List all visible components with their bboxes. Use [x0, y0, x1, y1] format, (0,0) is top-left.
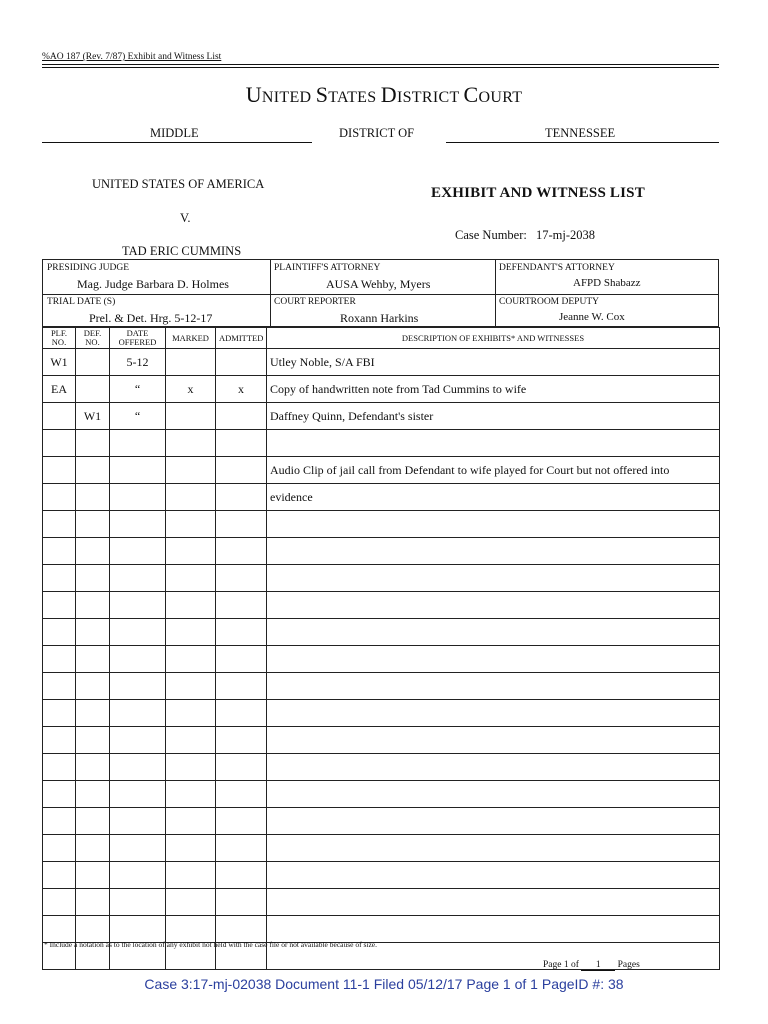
cell-def	[76, 889, 110, 916]
cell-date	[110, 457, 166, 484]
cell-plf	[43, 457, 76, 484]
cell-plf	[43, 403, 76, 430]
cell-admitted	[216, 754, 267, 781]
cell-admitted	[216, 484, 267, 511]
cell-date	[110, 889, 166, 916]
page-number: 1	[563, 960, 569, 970]
cell-admitted	[216, 538, 267, 565]
cell-date	[110, 538, 166, 565]
cell-desc	[267, 592, 720, 619]
header-marked: MARKED	[166, 328, 216, 349]
defendant-name: TAD ERIC CUMMINS	[122, 244, 242, 258]
cell-marked	[166, 511, 216, 538]
cell-date	[110, 646, 166, 673]
cell-def	[76, 619, 110, 646]
cell-date	[110, 430, 166, 457]
header-date-offered: DATE OFFERED	[110, 328, 166, 349]
cell-desc: evidence	[267, 484, 720, 511]
header-admitted: ADMITTED	[216, 328, 267, 349]
case-number-label: Case Number:	[455, 228, 527, 242]
cell-def	[76, 754, 110, 781]
cell-desc	[267, 835, 720, 862]
district-left: MIDDLE	[150, 126, 199, 140]
cell-date	[110, 862, 166, 889]
cell-plf: W1	[43, 349, 76, 376]
header-plf-no: PLF. NO.	[43, 328, 76, 349]
cell-desc	[267, 511, 720, 538]
cell-def	[76, 862, 110, 889]
cell-desc	[267, 700, 720, 727]
cell-desc	[267, 889, 720, 916]
cell-desc	[267, 808, 720, 835]
cell-admitted	[216, 403, 267, 430]
cell-admitted	[216, 349, 267, 376]
table-row	[43, 538, 720, 565]
cell-marked	[166, 484, 216, 511]
cell-plf	[43, 781, 76, 808]
cell-def	[76, 835, 110, 862]
cell-desc: Copy of handwritten note from Tad Cummins to wife	[267, 376, 720, 403]
cell-desc	[267, 781, 720, 808]
cell-def	[76, 592, 110, 619]
cell-admitted	[216, 619, 267, 646]
cell-def	[76, 646, 110, 673]
cell-date	[110, 916, 166, 943]
district-left-line	[42, 142, 312, 143]
cell-plf	[43, 727, 76, 754]
form-id: %AO 187 (Rev. 7/87) Exhibit and Witness List	[42, 52, 222, 62]
table-header-row	[43, 328, 720, 349]
cell-marked	[166, 565, 216, 592]
cell-plf	[43, 808, 76, 835]
cell-admitted	[216, 808, 267, 835]
cell-date: “	[110, 376, 166, 403]
cell-admitted	[216, 511, 267, 538]
table-row	[43, 835, 720, 862]
total-pages: 1	[581, 960, 615, 971]
table-row	[43, 484, 720, 511]
cell-date	[110, 565, 166, 592]
cell-admitted	[216, 430, 267, 457]
cell-marked	[166, 349, 216, 376]
header-def-no: DEF. NO.	[76, 328, 110, 349]
cell-marked	[166, 403, 216, 430]
cell-date	[110, 835, 166, 862]
court-title: UNITED STATES DISTRICT COURT	[245, 82, 523, 107]
cell-date	[110, 592, 166, 619]
cell-def	[76, 808, 110, 835]
cell-date: 5-12	[110, 349, 166, 376]
cell-def	[76, 511, 110, 538]
cell-marked	[166, 835, 216, 862]
cell-plf	[43, 430, 76, 457]
case-number	[455, 228, 595, 243]
cell-marked	[166, 754, 216, 781]
table-row	[43, 727, 720, 754]
cell-def	[76, 538, 110, 565]
cell-marked	[166, 430, 216, 457]
table-row	[43, 673, 720, 700]
cell-plf	[43, 889, 76, 916]
cell-admitted	[216, 727, 267, 754]
trial-dates: Prel. & Det. Hrg. 5-12-17	[89, 311, 213, 325]
header-description: DESCRIPTION OF EXHIBITS* AND WITNESSES	[267, 328, 720, 349]
cell-plf	[43, 619, 76, 646]
cell-date	[110, 484, 166, 511]
versus: V.	[180, 211, 191, 225]
cell-desc	[267, 646, 720, 673]
cell-marked	[166, 700, 216, 727]
cell-plf	[43, 673, 76, 700]
table-row	[43, 619, 720, 646]
cell-admitted	[216, 700, 267, 727]
cell-plf	[43, 862, 76, 889]
district-right: TENNESSEE	[545, 126, 616, 140]
cell-date	[110, 781, 166, 808]
cell-marked	[166, 646, 216, 673]
cell-def	[76, 484, 110, 511]
cell-def	[76, 916, 110, 943]
cell-desc: Daffney Quinn, Defendant's sister	[267, 403, 720, 430]
cell-desc	[267, 538, 720, 565]
cell-desc	[267, 754, 720, 781]
cell-admitted	[216, 835, 267, 862]
cell-def	[76, 349, 110, 376]
cell-admitted	[216, 673, 267, 700]
exhibit-table	[42, 327, 720, 970]
defendants-attorney-label: DEFENDANT'S ATTORNEY	[499, 263, 615, 273]
cell-def	[76, 457, 110, 484]
cell-plf	[43, 565, 76, 592]
table-row	[43, 403, 720, 430]
cell-admitted: x	[216, 376, 267, 403]
cell-def	[76, 565, 110, 592]
cell-marked	[166, 619, 216, 646]
cell-desc	[267, 673, 720, 700]
table-row	[43, 646, 720, 673]
cell-plf	[43, 511, 76, 538]
defendants-attorney: AFPD Shabazz	[573, 277, 641, 289]
table-row	[43, 376, 720, 403]
cell-def	[76, 430, 110, 457]
cell-marked	[166, 673, 216, 700]
header-rule	[42, 64, 719, 65]
district-of: DISTRICT OF	[339, 126, 415, 140]
cell-marked	[166, 727, 216, 754]
cell-desc	[267, 565, 720, 592]
cell-date	[110, 511, 166, 538]
cell-plf	[43, 592, 76, 619]
cell-plf	[43, 484, 76, 511]
cell-marked	[166, 592, 216, 619]
cell-marked	[166, 808, 216, 835]
cell-def: W1	[76, 403, 110, 430]
cell-admitted	[216, 565, 267, 592]
table-row	[43, 808, 720, 835]
case-info-box	[42, 259, 719, 327]
cell-marked	[166, 916, 216, 943]
cell-desc	[267, 727, 720, 754]
cell-def	[76, 700, 110, 727]
courtroom-deputy-label: COURTROOM DEPUTY	[499, 297, 599, 307]
table-row	[43, 592, 720, 619]
plaintiff-name: UNITED STATES OF AMERICA	[92, 177, 265, 191]
cell-date	[110, 808, 166, 835]
table-row	[43, 889, 720, 916]
presiding-judge: Mag. Judge Barbara D. Holmes	[77, 277, 229, 291]
table-row	[43, 457, 720, 484]
cell-date	[110, 754, 166, 781]
cell-plf	[43, 538, 76, 565]
table-row	[43, 349, 720, 376]
district-right-line	[446, 142, 719, 143]
table-row	[43, 862, 720, 889]
cell-admitted	[216, 646, 267, 673]
cell-marked	[166, 889, 216, 916]
case-number-value: 17-mj-2038	[535, 228, 596, 242]
cell-admitted	[216, 781, 267, 808]
cell-def	[76, 727, 110, 754]
table-row	[43, 565, 720, 592]
cell-marked	[166, 538, 216, 565]
cell-marked: x	[166, 376, 216, 403]
header-rule-2	[42, 67, 719, 68]
table-row	[43, 700, 720, 727]
cell-marked	[166, 862, 216, 889]
plaintiffs-attorney-label: PLAINTIFF'S ATTORNEY	[274, 263, 381, 273]
courtroom-deputy: Jeanne W. Cox	[559, 311, 625, 323]
cell-desc	[267, 916, 720, 943]
cell-marked	[166, 457, 216, 484]
cell-plf	[43, 700, 76, 727]
filing-stamp: Case 3:17-mj-02038 Document 11-1 Filed 05/12/17 Page 1 of 1 PageID #: 38	[144, 976, 624, 992]
cell-desc: Utley Noble, S/A FBI	[267, 349, 720, 376]
cell-plf	[43, 646, 76, 673]
table-row	[43, 511, 720, 538]
plaintiffs-attorney: AUSA Wehby, Myers	[326, 277, 431, 291]
cell-def	[76, 673, 110, 700]
cell-date: “	[110, 403, 166, 430]
cell-admitted	[216, 457, 267, 484]
cell-plf: EA	[43, 376, 76, 403]
cell-admitted	[216, 916, 267, 943]
cell-admitted	[216, 889, 267, 916]
presiding-judge-label: PRESIDING JUDGE	[47, 263, 130, 273]
cell-admitted	[216, 862, 267, 889]
cell-desc: Audio Clip of jail call from Defendant to wife played for Court but not offered into	[267, 457, 720, 484]
cell-plf	[43, 916, 76, 943]
footnote: * Include a notation as to the location of any exhibit not held with the case file or not available because of size.	[44, 940, 378, 949]
cell-desc	[267, 619, 720, 646]
table-row	[43, 781, 720, 808]
court-reporter: Roxann Harkins	[340, 311, 419, 325]
table-row	[43, 754, 720, 781]
cell-date	[110, 619, 166, 646]
court-reporter-label: COURT REPORTER	[274, 297, 356, 307]
cell-marked	[166, 781, 216, 808]
cell-desc	[267, 430, 720, 457]
cell-date	[110, 727, 166, 754]
table-row	[43, 430, 720, 457]
list-title: EXHIBIT AND WITNESS LIST	[431, 185, 645, 201]
cell-plf	[43, 835, 76, 862]
cell-def	[76, 376, 110, 403]
cell-admitted	[216, 592, 267, 619]
cell-def	[76, 781, 110, 808]
page-count: Page 1 of 1 Pages	[543, 960, 640, 970]
cell-date	[110, 700, 166, 727]
table-row	[43, 916, 720, 943]
cell-date	[110, 673, 166, 700]
trial-dates-label: TRIAL DATE (S)	[47, 297, 116, 307]
cell-desc	[267, 862, 720, 889]
cell-plf	[43, 754, 76, 781]
